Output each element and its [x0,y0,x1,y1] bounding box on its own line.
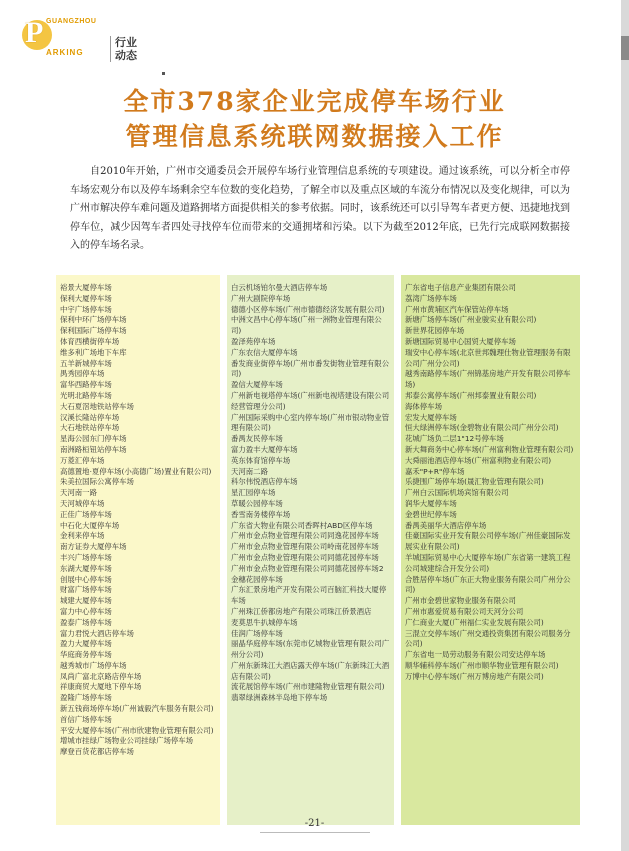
list-item: 广州市金碧世家物业服务有限公司 [405,596,516,606]
page-edge-tab [621,36,629,60]
list-item: 邦泰公寓停车场(广州邦泰置业有限公司) [405,390,537,400]
list-item: 维多利广场地下车库 [60,347,127,357]
list-item: 创展中心停车场 [60,574,112,584]
list-item: 中石化大厦停车场 [60,520,120,530]
list-item: 润华大厦停车场 [405,498,457,508]
list-item: 广州市金点物业管理有限公司同德花园停车场2 [231,563,384,573]
list-item: 南洲路桓钮站停车场 [60,444,127,454]
list-item: 禺秀园停车场 [60,369,105,379]
list-item: 白云机场铂尔曼大酒店停车场 [231,283,328,292]
list-item: 合胜居停车场(广东正大物业服务有限公司广州分公司) [405,574,571,595]
list-item: 保利中环广场停车场 [60,315,127,325]
logo-arc-text: GUANGZHOU [46,18,97,25]
list-item: 星海公园东门停车场 [60,434,127,444]
list-item: 金碧世纪停车场 [405,509,457,519]
list-item: 金利来停车场 [60,531,105,541]
list-item: 万博中心停车场(广州万博房地产有限公司) [405,671,544,681]
parking-list [231,283,391,704]
list-item: 广州市惠爱贸易有限公司天河分公司 [405,606,524,616]
parking-list-column-2 [227,275,394,825]
list-item: 广州市黄埔区汽车保管站停车场 [405,304,509,314]
list-item: 华庭商务停车场 [60,650,112,660]
list-item: 大石地铁站停车场 [60,423,120,433]
list-item: 流花展馆停车场(广州市建隆物业管理有限公司) [231,682,385,692]
list-item: 广东汇景房地产开发有限公司百脑汇科技大厦停车场 [231,585,387,606]
list-item: 恒大绿洲停车场(金碧物业有限公司广州分公司) [405,423,559,433]
list-item: 乐捷围广场停车场(晟汇物业管理有限公司) [405,477,544,487]
list-item: 番禺美丽华大酒店停车场 [405,520,487,530]
list-item: 广东省电子信息产业集团有限公司 [405,283,516,292]
list-item: 新世界花园停车场 [405,326,465,336]
parking-list-column-3 [401,275,580,825]
list-item: 五羊新城停车场 [60,358,112,368]
list-item: 顺华辅科停车场(广州市顺华物业管理有限公司) [405,660,559,670]
list-item: 富力君悦大酒店停车场 [60,628,134,638]
list-item: 丰兴广场停车场 [60,552,112,562]
list-item: 花城广场负二层1"12号停车场 [405,434,504,444]
list-item: 广东省大物业有限公司香晖村ABD区停车场 [231,520,373,530]
list-item: 越秀南路停车场(广州锦基房地产开发有限公司停车场) [405,369,571,390]
list-item: 盈泰广场停车场 [60,617,112,627]
list-item: 天河南二路 [231,466,268,476]
list-item: 番禺友民停车场 [231,434,283,444]
list-item: 中洲文昌中心停车场(广州一洲物业管理有限公司) [231,315,382,336]
list-item: 盈隆广场停车场 [60,693,112,703]
list-item: 三混立交停车场(广州交通投资集团有限公司服务分公司) [405,628,571,649]
list-item: 草暖公园停车场 [231,498,283,508]
list-item: 广州新电视塔停车场(广州新电视塔建设有限公司经营管理分公司) [231,390,390,411]
list-item: 盈泽苑停车场 [231,336,276,346]
list-item: 新塘国际贸易中心国贸大厦停车场 [405,336,516,346]
article-title-line-2: 管理信息系统联网数据接入工作 [125,122,504,151]
list-item: 财富广场停车场 [60,585,112,595]
list-item: 德德小区停车场(广州市德德经济发展有限公司) [231,304,385,314]
parking-list [405,283,577,682]
list-item: 科尔伟悦酒店停车场 [231,477,298,487]
list-item: 羊城国际贸易中心大厦停车场(广东省第一建筑工程公司城建综合开发分公司) [405,552,571,573]
list-item: 广州大剧院停车场 [231,293,291,303]
list-item: 祥康商贸大厦地下停车场 [60,682,142,692]
list-item: 摩登百货花都店停车场 [60,747,134,757]
list-item: 广州国际采购中心室内停车场(广州市银动物业管理有限公司) [231,412,390,433]
list-item: 荔湾广场停车场 [405,293,457,303]
logo-word: ARKING [46,48,84,57]
list-item: 正佳广场停车场 [60,509,112,519]
list-item: 盈力大厦停车场 [60,639,112,649]
page-number: -21- [304,818,325,829]
list-item: 广州市金点物业管理有限公司岭南花园停车场 [231,542,379,552]
list-item: 天河城停车场 [60,498,105,508]
logo-divider [110,36,111,62]
list-item: 富力盈丰大厦停车场 [231,444,298,454]
list-item: 首信广场停车场 [60,714,112,724]
list-item: 麦莫思牛扒城停车场 [231,617,298,627]
list-item: 盈信大厦停车场 [231,380,283,390]
list-item: 广州珠江侨都房地产有限公司珠江侨景酒店 [231,606,372,616]
list-item: 广州市金点物业管理有限公司同德花园停车场 [231,552,379,562]
list-item: 高德置地·夏停车场(小高德广场)置业有限公司) [60,466,212,476]
list-item: 南方证券大厦停车场 [60,542,127,552]
list-item: 裕景大厦停车场 [60,283,112,292]
list-item: 平安大厦停车场(广州市欣建物业管理有限公司) [60,725,214,735]
list-item: 万菱汇停车场 [60,455,105,465]
list-item: 金穗花园停车场 [231,574,283,584]
article-title-line-1: 全市378家企业完成停车场行业 [123,87,506,116]
list-item: 新大舞商务中心停车场(广州富利物业管理有限公司) [405,444,574,454]
list-item: 佳豪国际实业开发有限公司停车场(广州佳豪国际发展实业有限公司) [405,531,571,552]
list-item: 翡翠绿洲森林半岛地下停车场 [231,693,328,703]
list-item: 广东省电一局劳动服务有限公司安达停车场 [405,650,546,660]
list-item: 保利大厦停车场 [60,293,112,303]
list-item: 广仁商业大厦(广州福仁实业发展有限公司) [405,617,544,627]
parking-list-column-1 [56,275,220,825]
list-item: 广州东新珠江大酒店露天停车场(广东新珠江大酒店有限公司) [231,660,390,681]
list-item: 佳润广场停车场 [231,628,283,638]
list-item: 丽晶华庭停车场(东莞市亿城物业管理有限公司广州分公司) [231,639,390,660]
list-item: 广州市金点物业管理有限公司同逸花园停车场 [231,531,379,541]
list-item: 广州白云国际机场宾馆有限公司 [405,488,509,498]
list-item: 凤尚广富北京路店停车场 [60,671,142,681]
list-item: 光明北路停车场 [60,390,112,400]
list-item: 广东农信大厦停车场 [231,347,298,357]
section-category: 行业动态 [115,36,137,62]
list-item: 天河南一路 [60,488,97,498]
list-item: 体育西横街停车场 [60,336,120,346]
list-item: 东湖大厦停车场 [60,563,112,573]
intro-paragraph: 自2010年开始，广州市交通委员会开展停车场行业管理信息系统的专项建设。通过该系统，可以分析全市停车场宏观分布以及停车场剩余空车位数的变化趋势，了解全市以及重点区域的车流分布情况以及变化规律，可以为广州市解决停车难问题及道路拥堵方面提供相关的参考依据。同时，该系统还可以引导驾车者更方便、迅捷地找到停车位，减少因驾车者四处寻找停车位而带来的交通拥堵和污染。以下为截至2012年底，已先行完成联网数据接入的停车场名录。 [70,166,570,252]
list-item: 香雪南务楼停车场 [231,509,291,519]
list-item: 瑞安中心停车场(北京世邦魏理仕物业管理服务有限公司广州分公司) [405,347,571,368]
list-item: 新五钱商场停车场(广州诚毅汽车服务有限公司) [60,704,214,714]
list-item: 大舜丽池酒店停车场(广州富利物业有限公司) [405,455,552,465]
list-item: 宏发大厦停车场 [405,412,457,422]
section-logo [22,16,152,62]
list-item: 星汇园停车场 [231,488,276,498]
list-item: 新塘广场停车场(广州业骏实业有限公司) [405,315,537,325]
list-item: 越秀城市广场停车场 [60,660,127,670]
list-item: 英东体育馆停车场 [231,455,291,465]
list-item: 城建大厦停车场 [60,596,112,606]
list-item: 大石夏滘地铁站停车场 [60,401,134,411]
list-item: 朱美拉国际公寓停车场 [60,477,134,487]
list-item: 富华西路停车场 [60,380,112,390]
list-item: 嘉禾"P+R"停车场 [405,466,465,476]
parking-list [60,283,217,758]
list-item: 番发商业街停车场(广州市番发街物业管理有限公司) [231,358,390,379]
list-item: 汉溪长隆站停车场 [60,412,120,422]
logo-letter: P [25,16,44,49]
list-item: 富力中心停车场 [60,606,112,616]
list-item: 增城市挂绿广场物业公司挂绿广场停车场 [60,736,194,746]
decorative-dot [162,72,165,75]
footer-rule [260,832,370,833]
list-item: 中宇广场停车场 [60,304,112,314]
list-item: 海体停车场 [405,401,442,411]
list-item: 保利国际广场停车场 [60,326,127,336]
